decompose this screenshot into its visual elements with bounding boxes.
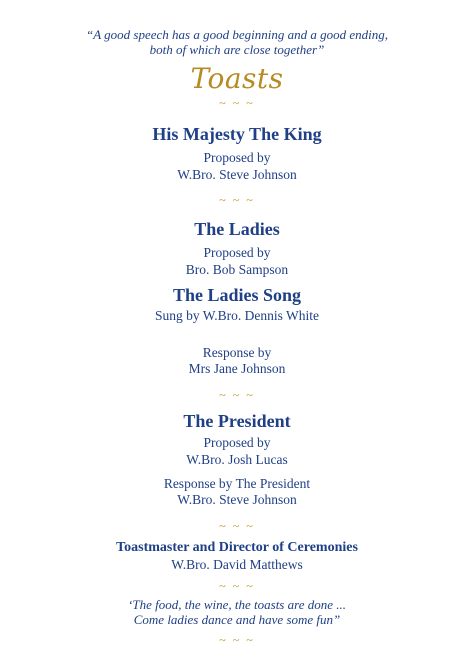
- toasts-heading: Toasts: [190, 62, 284, 95]
- top-quote-line-2: both of which are close together”: [149, 42, 325, 57]
- toast-king-proposed-by: Proposed by: [203, 150, 271, 165]
- separator: ~ ~ ~: [219, 193, 255, 207]
- ladies-song-title: The Ladies Song: [172, 285, 302, 305]
- toast-ladies-title: The Ladies: [194, 219, 280, 239]
- toastmaster-title: Toastmaster and Director of Ceremonies: [116, 540, 358, 555]
- ladies-song-singer: Sung by W.Bro. Dennis White: [154, 308, 319, 323]
- toast-ladies-proposer: Bro. Bob Sampson: [185, 262, 289, 277]
- ladies-responder: Mrs Jane Johnson: [188, 361, 286, 376]
- separator: ~ ~ ~: [219, 388, 255, 402]
- separator: ~ ~ ~: [219, 96, 255, 110]
- top-quote-line-1: “A good speech has a good beginning and a good ending,: [86, 27, 388, 42]
- toastmaster-name: W.Bro. David Matthews: [171, 557, 303, 572]
- bottom-quote-line-2: Come ladies dance and have some fun”: [133, 612, 341, 627]
- toast-king-title: His Majesty The King: [152, 124, 322, 144]
- ladies-response-by: Response by: [202, 345, 272, 360]
- separator: ~ ~ ~: [219, 579, 255, 593]
- toast-ladies-proposed-by: Proposed by: [203, 245, 271, 260]
- toast-president-proposed-by: Proposed by: [203, 435, 271, 450]
- toast-president-responder: W.Bro. Steve Johnson: [177, 492, 297, 507]
- separator: ~ ~ ~: [219, 519, 255, 533]
- toast-president-response-by: Response by The President: [163, 476, 311, 491]
- toast-president-proposer: W.Bro. Josh Lucas: [186, 452, 288, 467]
- bottom-quote-line-1: ‘The food, the wine, the toasts are done ...: [128, 597, 346, 612]
- toast-president-title: The President: [183, 411, 291, 431]
- toast-king-proposer: W.Bro. Steve Johnson: [177, 167, 297, 182]
- separator: ~ ~ ~: [219, 633, 255, 647]
